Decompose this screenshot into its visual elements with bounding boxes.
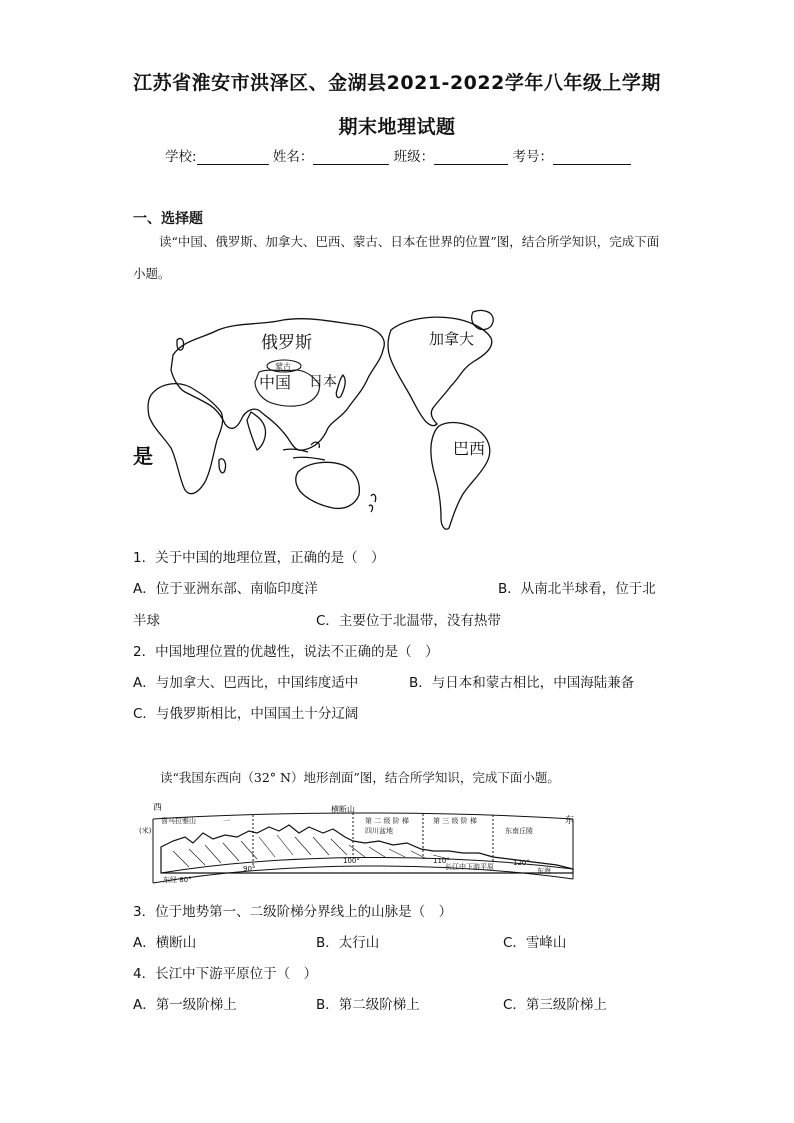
profile-lon90-label: 90° (243, 865, 256, 873)
question-2-option-c: C．与俄罗斯相比，中国国土十分辽阔 (133, 706, 359, 722)
profile-lon80-label: 东经 80° (163, 876, 192, 884)
exam-title-line-2: 期末地理试题 (338, 116, 456, 138)
new-zealand-outline (369, 494, 376, 512)
school-label: 学校: (165, 149, 197, 165)
profile-sea-label: 东海 (537, 867, 551, 875)
profile-top-frame (153, 813, 573, 819)
question-4-option-b: B．第二级阶梯上 (316, 997, 420, 1013)
profile-east-hills-label: 东南丘陵 (505, 827, 533, 835)
question-4-option-c: C．第三级阶梯上 (503, 997, 607, 1013)
question-1 (133, 546, 385, 566)
map-intro-passage: 读“中国、俄罗斯、加拿大、巴西、蒙古、日本在世界的位置”图，结合所学知识，完成下面小题。 (133, 234, 660, 281)
terrain-profile-figure (133, 803, 593, 885)
profile-lon120-label: 120° (513, 859, 530, 867)
question-1-option-c: C．主要位于北温带，没有热带 (316, 613, 501, 629)
world-position-map (133, 300, 573, 540)
exam-number-label: 考号： (512, 149, 553, 165)
map-label-china: 中国 (259, 373, 292, 392)
name-label: 姓名： (272, 149, 314, 165)
question-2-number: 2． (133, 644, 156, 660)
question-4-option-a: A．第一级阶梯上 (133, 997, 237, 1013)
question-2-option-a: A．与加拿大、巴西比，中国纬度适中 (133, 675, 359, 691)
question-4-stem: 长江中下游平原位于（ ） (155, 966, 318, 982)
question-3-option-a: A．横断山 (133, 935, 197, 951)
question-3-option-c: C．雪峰山 (503, 935, 567, 951)
madagascar-outline (219, 459, 226, 473)
question-1-option-b-continued: 半球 (133, 613, 160, 629)
profile-intro-passage: 读“我国东西向（32° N）地形剖面”图，结合所学知识，完成下面小题。 (160, 770, 560, 785)
question-3-number: 3． (133, 904, 156, 920)
question-1-option-a: A．位于亚洲东部、南临印度洋 (133, 581, 318, 597)
map-label-mongolia: 蒙古 (275, 362, 291, 371)
map-label-russia: 俄罗斯 (261, 333, 312, 353)
section-title: 一、选择题 (133, 211, 203, 227)
japan-outline (336, 375, 345, 398)
question-2-stem: 中国地理位置的优越性，说法不正确的是（ ） (155, 644, 439, 660)
britain-outline (177, 338, 184, 350)
australia-outline (296, 462, 360, 508)
profile-lon100-label: 100° (343, 857, 360, 865)
map-label-japan: 日本 (309, 374, 337, 390)
greenland-outline (472, 310, 494, 329)
question-1-stem: 关于中国的地理位置，正确的是（ ） (155, 550, 385, 566)
exam-number-blank (553, 150, 631, 165)
question-2 (133, 640, 439, 660)
profile-plain-label: 长江中下游平原 (445, 863, 494, 871)
exam-title-line-1: 江苏省淮安市洪泽区、金湖县2021-2022学年八年级上学期 (133, 72, 661, 94)
class-blank (434, 150, 508, 165)
profile-himalaya-label: 喜马拉雅山 (161, 817, 196, 825)
question-3-stem: 位于地势第一、二级阶梯分界线上的山脉是（ ） (155, 904, 453, 920)
map-label-canada: 加拿大 (429, 330, 475, 348)
question-3 (133, 900, 452, 920)
profile-unit-label: (米) (139, 827, 152, 835)
school-blank (197, 150, 269, 165)
question-3-option-b: B．太行山 (316, 935, 380, 951)
class-label: 班级： (393, 149, 435, 165)
student-info-row (165, 145, 631, 165)
profile-bottom-arc (153, 866, 573, 883)
question-2-option-b: B．与日本和蒙古相比，中国海陆兼备 (409, 675, 635, 691)
profile-step1-label: 一 (223, 817, 230, 825)
profile-step3-label: 第 三 级 阶 梯 (433, 817, 477, 825)
profile-east-label: 东 (565, 816, 575, 826)
map-label-brazil: 巴西 (453, 439, 486, 458)
question-4-number: 4． (133, 966, 156, 982)
profile-sichuan-label: 四川盆地 (365, 827, 393, 835)
map-stray-character: 是 (133, 444, 153, 468)
profile-lon110-label: 110° (433, 857, 450, 865)
question-4 (133, 962, 317, 982)
profile-step2-label: 第 二 级 阶 梯 (365, 817, 409, 825)
question-1-number: 1． (133, 550, 156, 566)
profile-hengduan-label: 横断山 (331, 805, 355, 814)
india-outline (247, 412, 266, 450)
indonesia-outline (283, 442, 325, 460)
profile-west-label: 西 (153, 803, 163, 813)
question-1-option-b: B．从南北半球看，位于北 (498, 581, 656, 597)
africa-outline (148, 384, 223, 494)
name-blank (313, 150, 389, 165)
